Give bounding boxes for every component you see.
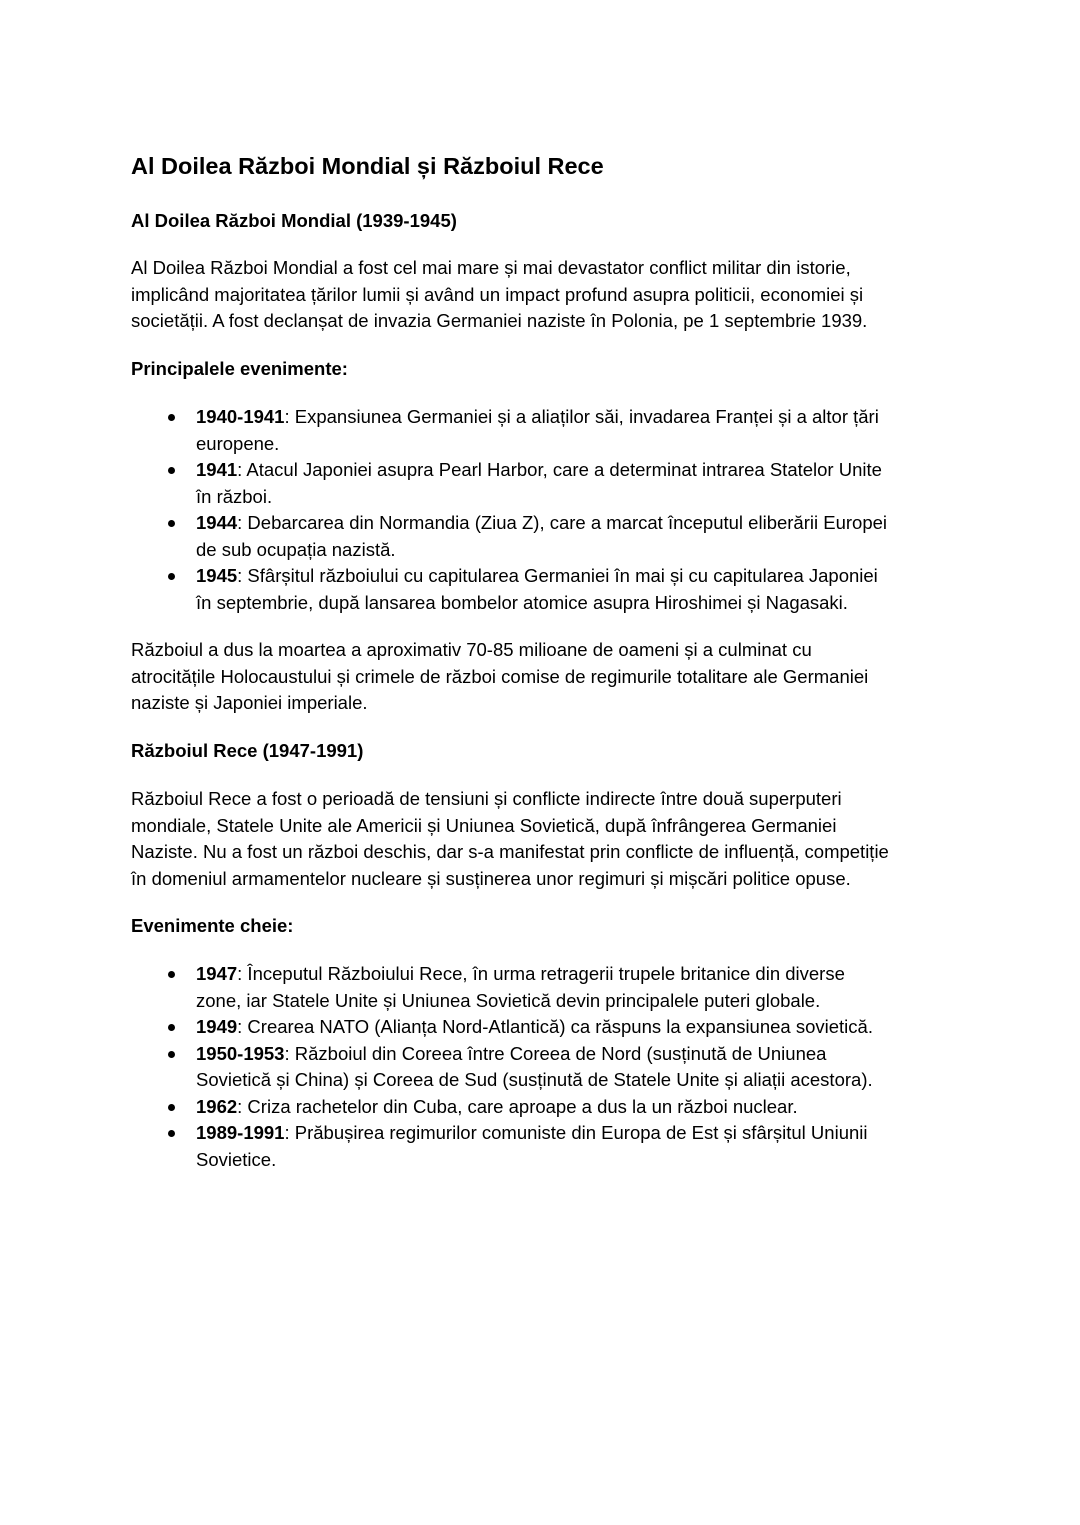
event-year: 1949 — [196, 1016, 238, 1037]
event-text: : Războiul din Coreea între Coreea de Nord (susținută de Uniunea — [284, 1042, 827, 1064]
bullet-icon — [168, 467, 175, 474]
ww2-events-list — [131, 404, 961, 616]
event-text: în război. — [196, 485, 273, 507]
event-text: de sub ocupația nazistă. — [196, 538, 396, 560]
event-text: Sovietică și China) și Coreea de Sud (susținută de Statele Unite și aliații acestora). — [196, 1069, 873, 1090]
event-year: 1947 — [196, 963, 238, 984]
event-year: 1940-1941 — [196, 406, 285, 427]
event-text: zone, iar Statele Unite și Uniunea Sovietică devin principalele puteri globale. — [196, 989, 821, 1011]
paragraph-line: atrocitățile Holocaustului și crimele de război comise de regimurile totalitare ale Germaniei — [131, 665, 869, 687]
paragraph-line: Al Doilea Război Mondial a fost cel mai mare și mai devastator conflict militar din istorie, — [131, 257, 851, 278]
paragraph-line: Naziste. Nu a fost un război deschis, dar s-a manifestat prin conflicte de influență, competiție — [131, 841, 889, 862]
list-item — [131, 510, 961, 563]
cold-war-intro-paragraph — [131, 786, 961, 892]
event-text: : Sfârșitul războiului cu capitularea Germaniei în mai și cu capitularea Japoniei — [237, 565, 878, 586]
event-text: : Debarcarea din Normandia (Ziua Z), care a marcat începutul eliberării Europei — [237, 512, 888, 533]
ww2-intro-paragraph — [131, 255, 961, 335]
bullet-icon — [168, 1024, 175, 1031]
event-text: : Expansiunea Germaniei și a aliaților săi, invadarea Franței și a altor țări — [284, 406, 879, 427]
list-item — [131, 1014, 961, 1041]
ww2-events-heading: Principalele evenimente: — [131, 358, 348, 379]
event-text: : Crearea NATO (Alianța Nord-Atlantică) ca răspuns la expansiunea sovietică. — [237, 1016, 873, 1037]
event-year: 1944 — [196, 512, 238, 533]
bullet-icon — [168, 1104, 175, 1111]
ww2-heading: Al Doilea Război Mondial (1939-1945) — [131, 210, 457, 231]
paragraph-line: implicând majoritatea țărilor lumii și având un impact profund asupra politicii, economiei și — [131, 283, 864, 305]
bullet-icon — [168, 414, 175, 421]
cold-war-heading: Războiul Rece (1947-1991) — [131, 740, 364, 761]
event-text: : Criza rachetelor din Cuba, care aproape a dus la un război nuclear. — [237, 1095, 798, 1117]
event-year: 1989-1991 — [196, 1122, 285, 1143]
paragraph-line: Războiul Rece a fost o perioadă de tensiuni și conflicte indirecte între două superputeri — [131, 788, 842, 809]
event-text: : Începutul Războiului Rece, în urma retragerii trupele britanice din diverse — [237, 963, 845, 984]
event-text: Sovietice. — [196, 1148, 277, 1170]
event-year: 1950-1953 — [196, 1042, 285, 1064]
bullet-icon — [168, 971, 175, 978]
event-text: : Prăbușirea regimurilor comuniste din Europa de Est și sfârșitul Uniunii — [284, 1122, 868, 1143]
ww2-conclusion-paragraph — [131, 637, 961, 717]
list-item — [131, 1120, 961, 1173]
list-item — [131, 1094, 961, 1121]
list-item — [131, 457, 961, 510]
event-text: în septembrie, după lansarea bombelor atomice asupra Hiroshimei și Nagasaki. — [196, 591, 848, 613]
bullet-icon — [168, 1051, 175, 1058]
event-text: europene. — [196, 432, 280, 454]
bullet-icon — [168, 520, 175, 527]
page-title: Al Doilea Război Mondial și Războiul Rece — [131, 153, 604, 179]
bullet-icon — [168, 1130, 175, 1137]
paragraph-line: mondiale, Statele Unite ale Americii și Uniunea Sovietică, după înfrângerea Germaniei — [131, 814, 837, 836]
cold-war-events-heading: Evenimente cheie: — [131, 915, 294, 936]
list-item — [131, 961, 961, 1014]
paragraph-line: naziste și Japoniei imperiale. — [131, 692, 368, 713]
cold-war-events-list — [131, 961, 961, 1173]
bullet-icon — [168, 573, 175, 580]
event-text: : Atacul Japoniei asupra Pearl Harbor, care a determinat intrarea Statelor Unite — [237, 459, 882, 480]
event-year: 1945 — [196, 565, 238, 586]
event-year: 1941 — [196, 459, 238, 480]
event-year: 1962 — [196, 1095, 238, 1117]
list-item — [131, 404, 961, 457]
list-item — [131, 563, 961, 616]
paragraph-line: Războiul a dus la moartea a aproximativ 70-85 milioane de oameni și a culminat cu — [131, 639, 812, 660]
paragraph-line: în domeniul armamentelor nucleare și susținerea unor regimuri și mișcări politice opuse. — [131, 867, 851, 889]
paragraph-line: societății. A fost declanșat de invazia Germaniei naziste în Polonia, pe 1 septembrie 1939. — [131, 310, 868, 331]
list-item — [131, 1041, 961, 1094]
